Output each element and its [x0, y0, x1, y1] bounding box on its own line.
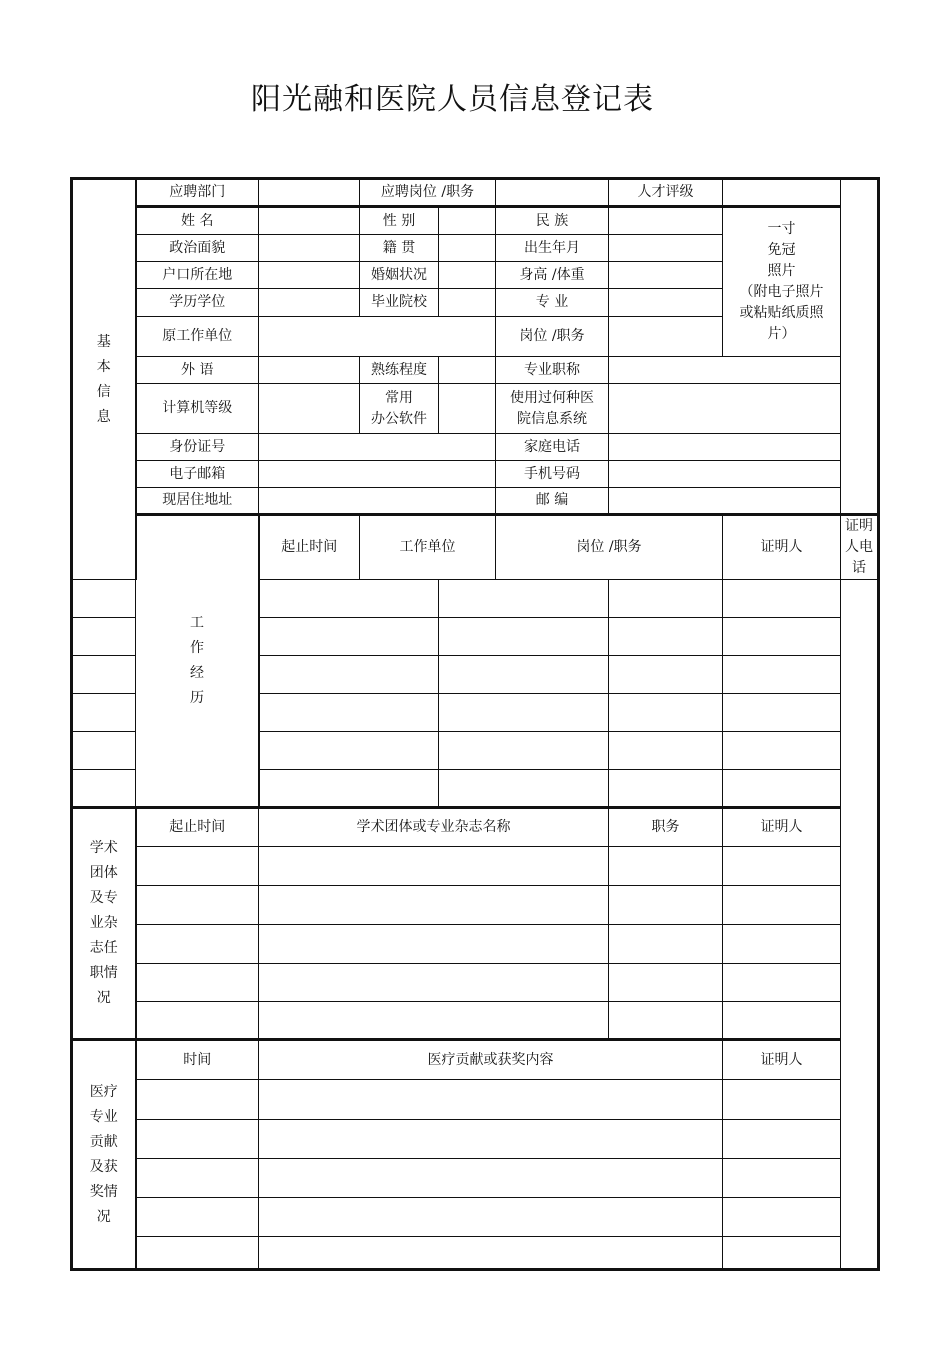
cell-referee[interactable]: [609, 694, 723, 732]
cell-period[interactable]: [136, 847, 259, 886]
header-academic-period: 起止时间: [136, 808, 259, 847]
award-row: [72, 1159, 879, 1198]
award-row: [72, 1198, 879, 1237]
cell-time[interactable]: [136, 1120, 259, 1159]
label-his-system: 使用过何种医 院信息系统: [496, 384, 609, 434]
label-hukou: 户口所在地: [136, 262, 259, 289]
field-prev-unit[interactable]: [259, 317, 496, 357]
field-name[interactable]: [259, 207, 360, 235]
label-birth: 出生年月: [496, 235, 609, 262]
field-title-rank[interactable]: [609, 357, 841, 384]
cell-referee[interactable]: [723, 1120, 841, 1159]
page-title: 阳光融和医院人员信息登记表: [251, 82, 654, 117]
academic-row: [72, 886, 879, 925]
field-hukou[interactable]: [259, 262, 360, 289]
field-major[interactable]: [609, 289, 723, 317]
cell-org[interactable]: [259, 886, 609, 925]
cell-period[interactable]: [72, 770, 136, 808]
cell-time[interactable]: [136, 1198, 259, 1237]
cell-period[interactable]: [72, 656, 136, 694]
label-proficiency: 熟练程度: [360, 357, 439, 384]
header-work-unit: 工作单位: [360, 515, 496, 580]
cell-content[interactable]: [259, 1120, 723, 1159]
field-id-number[interactable]: [259, 434, 496, 461]
label-title-rank: 专业职称: [496, 357, 609, 384]
cell-referee[interactable]: [723, 1002, 841, 1040]
cell-content[interactable]: [259, 1198, 723, 1237]
label-language: 外 语: [136, 357, 259, 384]
award-row: [72, 1120, 879, 1159]
field-politics[interactable]: [259, 235, 360, 262]
award-row: [72, 1080, 879, 1120]
cell-content[interactable]: [259, 1159, 723, 1198]
label-talent-rating: 人才评级: [609, 179, 723, 207]
label-apply-dept: 应聘部门: [136, 179, 259, 207]
label-politics: 政治面貌: [136, 235, 259, 262]
field-talent-rating[interactable]: [723, 179, 841, 207]
cell-referee-phone[interactable]: [723, 732, 841, 770]
cell-referee[interactable]: [723, 1159, 841, 1198]
field-language[interactable]: [259, 357, 360, 384]
label-id-number: 身份证号: [136, 434, 259, 461]
cell-referee[interactable]: [609, 618, 723, 656]
field-apply-post[interactable]: [496, 179, 609, 207]
label-address: 现居住地址: [136, 488, 259, 515]
field-ethnic[interactable]: [609, 207, 723, 235]
cell-referee[interactable]: [609, 656, 723, 694]
header-academic-post: 职务: [609, 808, 723, 847]
cell-post[interactable]: [609, 1002, 723, 1040]
header-award-content: 医疗贡献或获奖内容: [259, 1040, 723, 1080]
field-gender[interactable]: [439, 207, 496, 235]
label-postcode: 邮 编: [496, 488, 609, 515]
cell-referee[interactable]: [723, 964, 841, 1002]
field-height[interactable]: [609, 262, 723, 289]
cell-period[interactable]: [72, 580, 136, 618]
label-ethnic: 民 族: [496, 207, 609, 235]
field-native[interactable]: [439, 235, 496, 262]
photo-box[interactable]: 一寸 免冠 照片 （附电子照片 或粘贴纸质照 片）: [723, 207, 841, 357]
label-prev-post: 岗位 /职务: [496, 317, 609, 357]
label-height: 身高 /体重: [496, 262, 609, 289]
header-academic-referee: 证明人: [723, 808, 841, 847]
cell-referee[interactable]: [723, 886, 841, 925]
section-basic-info: 基 本 信 息: [72, 179, 136, 580]
cell-period[interactable]: [136, 925, 259, 964]
cell-unit[interactable]: [259, 694, 439, 732]
header-work-referee: 证明人: [723, 515, 841, 580]
section-academic: 学术 团体 及专 业杂 志任 职情 况: [72, 808, 136, 1040]
cell-unit[interactable]: [259, 580, 439, 618]
cell-referee[interactable]: [723, 847, 841, 886]
label-degree: 学历学位: [136, 289, 259, 317]
label-home-phone: 家庭电话: [496, 434, 609, 461]
field-proficiency[interactable]: [439, 357, 496, 384]
cell-referee-phone[interactable]: [723, 694, 841, 732]
cell-referee-phone[interactable]: [723, 656, 841, 694]
cell-referee[interactable]: [723, 1080, 841, 1120]
cell-time[interactable]: [136, 1237, 259, 1270]
section-work-history: 工 作 经 历: [136, 515, 259, 808]
cell-time[interactable]: [136, 1080, 259, 1120]
cell-period[interactable]: [136, 964, 259, 1002]
cell-period[interactable]: [72, 694, 136, 732]
cell-referee[interactable]: [609, 770, 723, 808]
label-school: 毕业院校: [360, 289, 439, 317]
field-his-system[interactable]: [609, 384, 841, 434]
cell-org[interactable]: [259, 964, 609, 1002]
cell-referee-phone[interactable]: [723, 580, 841, 618]
label-mobile: 手机号码: [496, 461, 609, 488]
cell-content[interactable]: [259, 1237, 723, 1270]
cell-referee[interactable]: [723, 925, 841, 964]
cell-period[interactable]: [136, 1002, 259, 1040]
cell-post[interactable]: [439, 694, 609, 732]
field-email[interactable]: [259, 461, 496, 488]
field-postcode[interactable]: [609, 488, 841, 515]
cell-content[interactable]: [259, 1080, 723, 1120]
cell-period[interactable]: [136, 886, 259, 925]
academic-row: [72, 847, 879, 886]
header-work-referee-phone: 证明人电话: [841, 515, 879, 580]
field-degree[interactable]: [259, 289, 360, 317]
label-major: 专 业: [496, 289, 609, 317]
field-mobile[interactable]: [609, 461, 841, 488]
label-native: 籍 贯: [360, 235, 439, 262]
label-office-software: 常用 办公软件: [360, 384, 439, 434]
cell-post[interactable]: [609, 964, 723, 1002]
cell-unit[interactable]: [259, 656, 439, 694]
field-birth[interactable]: [609, 235, 723, 262]
cell-unit[interactable]: [259, 618, 439, 656]
cell-referee[interactable]: [609, 732, 723, 770]
header-award-referee: 证明人: [723, 1040, 841, 1080]
cell-referee-phone[interactable]: [723, 618, 841, 656]
cell-org[interactable]: [259, 925, 609, 964]
cell-post[interactable]: [439, 618, 609, 656]
registration-form: [70, 177, 880, 1271]
header-work-period: 起止时间: [259, 515, 360, 580]
cell-org[interactable]: [259, 1002, 609, 1040]
academic-row: [72, 964, 879, 1002]
apply-row: [72, 179, 879, 207]
header-academic-org: 学术团体或专业杂志名称: [259, 808, 609, 847]
label-computer-level: 计算机等级: [136, 384, 259, 434]
field-computer-level[interactable]: [259, 384, 360, 434]
label-marriage: 婚姻状况: [360, 262, 439, 289]
section-awards: 医疗 专业 贡献 及获 奖情 况: [72, 1040, 136, 1270]
field-address[interactable]: [259, 488, 496, 515]
cell-post[interactable]: [609, 925, 723, 964]
cell-period[interactable]: [72, 618, 136, 656]
cell-unit[interactable]: [259, 770, 439, 808]
field-prev-post[interactable]: [609, 317, 723, 357]
header-award-time: 时间: [136, 1040, 259, 1080]
header-work-post: 岗位 /职务: [496, 515, 723, 580]
cell-post[interactable]: [439, 732, 609, 770]
cell-post[interactable]: [439, 580, 609, 618]
field-apply-dept[interactable]: [259, 179, 360, 207]
label-apply-post: 应聘岗位 /职务: [360, 179, 496, 207]
field-office-software[interactable]: [439, 384, 496, 434]
label-email: 电子邮箱: [136, 461, 259, 488]
cell-time[interactable]: [136, 1159, 259, 1198]
label-gender: 性 别: [360, 207, 439, 235]
cell-referee[interactable]: [609, 580, 723, 618]
field-marriage[interactable]: [439, 262, 496, 289]
field-school[interactable]: [439, 289, 496, 317]
cell-post[interactable]: [609, 847, 723, 886]
field-home-phone[interactable]: [609, 434, 841, 461]
label-name: 姓 名: [136, 207, 259, 235]
cell-referee[interactable]: [723, 1198, 841, 1237]
academic-row: [72, 925, 879, 964]
cell-post[interactable]: [439, 656, 609, 694]
cell-org[interactable]: [259, 847, 609, 886]
award-row: [72, 1237, 879, 1270]
cell-post[interactable]: [439, 770, 609, 808]
label-prev-unit: 原工作单位: [136, 317, 259, 357]
cell-post[interactable]: [609, 886, 723, 925]
cell-period[interactable]: [72, 732, 136, 770]
cell-referee[interactable]: [723, 1237, 841, 1270]
academic-row: [72, 1002, 879, 1040]
cell-referee-phone[interactable]: [723, 770, 841, 808]
cell-unit[interactable]: [259, 732, 439, 770]
